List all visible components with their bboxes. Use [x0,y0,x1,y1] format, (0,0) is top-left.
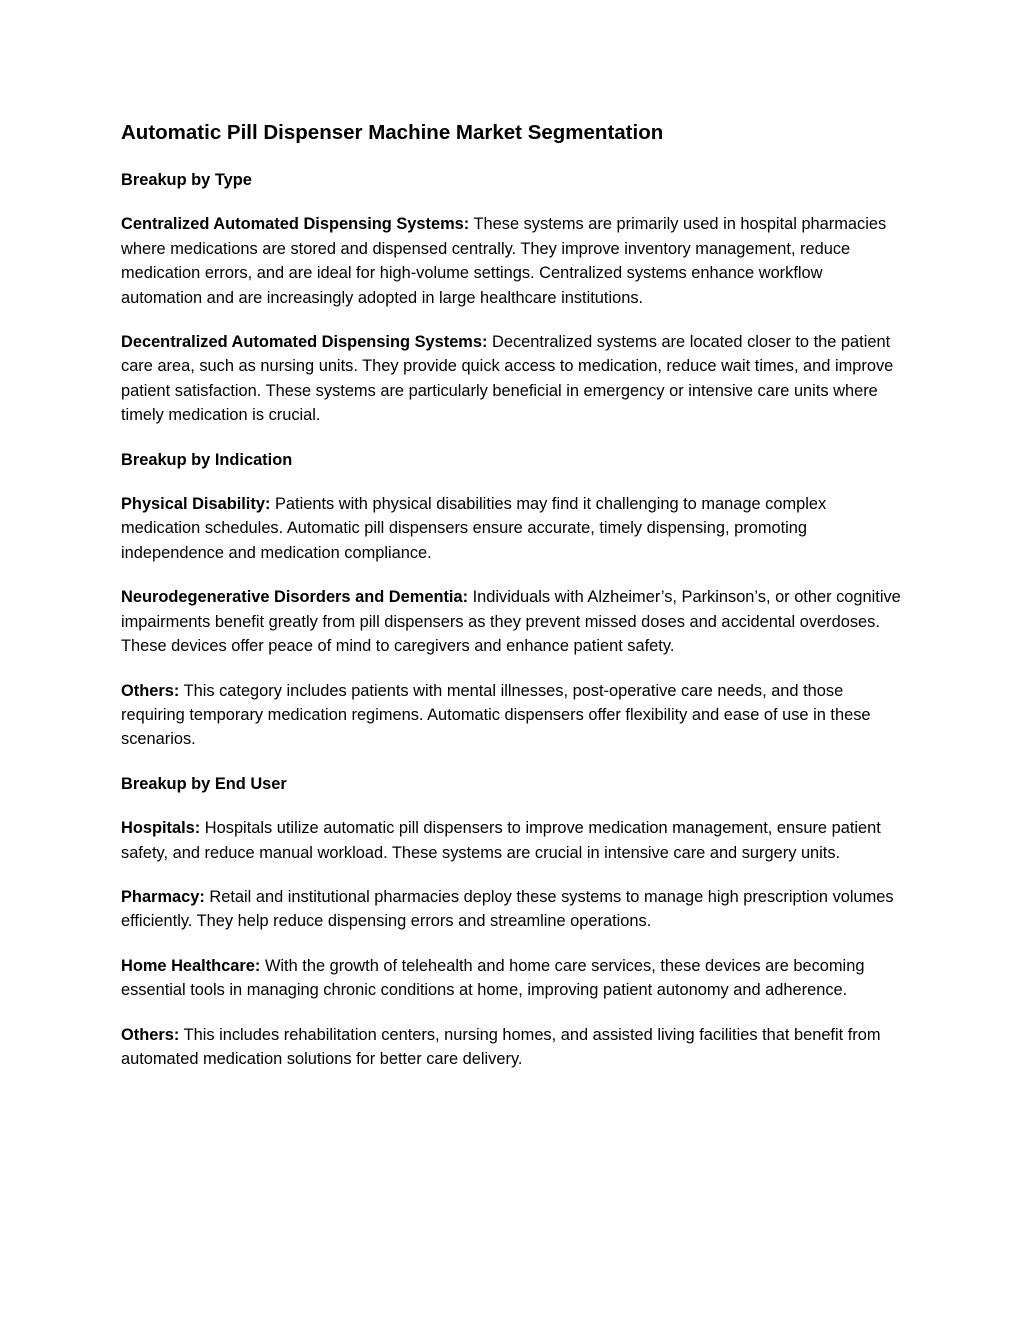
document-page [121,118,906,1091]
paragraph-text: With the growth of telehealth and home care services, these devices are becoming essential tools in managing chronic conditions at home, improving patient autonomy and adherence. [121,956,865,1000]
paragraph-physical-disability [121,492,906,565]
paragraph-text: Retail and institutional pharmacies deploy these systems to manage high prescription volumes efficiently. They help reduce dispensing errors and streamline operations. [121,887,894,931]
paragraph-term: Centralized Automated Dispensing Systems: [121,215,470,234]
paragraph-term: Home Healthcare: [121,956,261,975]
paragraph-others-end-user [121,1023,906,1072]
paragraph-term: Hospitals: [121,819,201,838]
paragraph-text: This category includes patients with mental illnesses, post-operative care needs, and those requiring temporary medication regimens. Automatic dispensers offer flexibility and ease of use in these scenarios. [121,681,871,749]
section-heading-end-user: Breakup by End User [121,774,287,793]
paragraph-neurodegenerative [121,585,906,658]
paragraph-term: Neurodegenerative Disorders and Dementia: [121,588,469,607]
paragraph-text: Individuals with Alzheimer’s, Parkinson’s, or other cognitive impairments benefit greatly from pill dispensers as they prevent missed doses and accidental overdoses. These devices offer peace of mind to caregivers and enhance patient safety. [121,588,901,656]
paragraph-home-healthcare [121,954,906,1003]
paragraph-pharmacy [121,885,906,934]
paragraph-text: Hospitals utilize automatic pill dispensers to improve medication management, ensure patient safety, and reduce manual workload. These systems are crucial in intensive care and surgery units. [121,819,881,862]
paragraph-others-indication [121,679,906,752]
paragraph-term: Physical Disability: [121,495,271,514]
section-heading-type: Breakup by Type [121,171,252,189]
paragraph-text: These systems are primarily used in hospital pharmacies where medications are stored and dispensed centrally. They improve inventory management, reduce medication errors, and are ideal for high-volume settings. Centralized systems enhance workflow automation and are increasingly adopted in large healthcare institutions. [121,215,887,307]
paragraph-text: Patients with physical disabilities may find it challenging to manage complex medication schedules. Automatic pill dispensers ensure accurate, timely dispensing, promoting independence and medication compliance. [121,495,827,562]
section-heading-indication: Breakup by Indication [121,450,293,469]
paragraph-hospitals [121,816,906,865]
paragraph-text: Decentralized systems are located closer to the patient care area, such as nursing units. They provide quick access to medication, reduce wait times, and improve patient satisfaction. These systems are particularly beneficial in emergency or intensive care units where timely medication is crucial. [121,333,894,425]
paragraph-term: Pharmacy: [121,887,205,906]
paragraph-term: Others: [121,1025,180,1044]
document-title: Automatic Pill Dispenser Machine Market Segmentation [121,121,664,144]
paragraph-term: Others: [121,681,180,700]
paragraph-term: Decentralized Automated Dispensing Systems: [121,333,488,352]
paragraph-centralized [121,212,906,310]
paragraph-decentralized [121,330,906,428]
paragraph-text: This includes rehabilitation centers, nursing homes, and assisted living facilities that benefit from automated medication solutions for better care delivery. [121,1025,881,1068]
